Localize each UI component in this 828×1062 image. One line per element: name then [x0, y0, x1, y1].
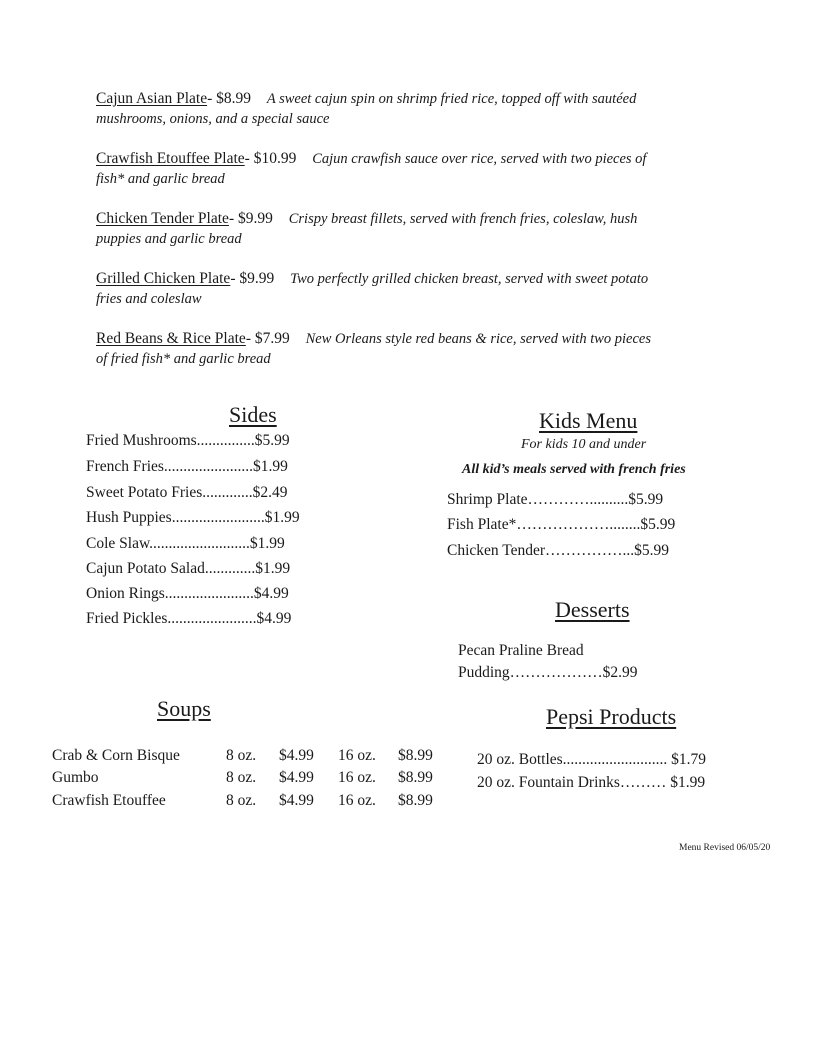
plate-cajun-asian	[96, 89, 746, 129]
plate-description: Cajun crawfish sauce over rice, served with two pieces of	[312, 151, 647, 167]
soup-size-large: 16 oz.	[338, 747, 376, 764]
plate-description-cont: fish* and garlic bread	[96, 171, 225, 187]
side-item-onion-rings: Onion Rings.......................$4.99	[86, 585, 289, 602]
side-item-cajun-potato-salad: Cajun Potato Salad.............$1.99	[86, 560, 291, 577]
plate-description-cont: mushrooms, onions, and a special sauce	[96, 111, 330, 127]
soups-heading: Soups	[157, 696, 211, 721]
plate-description-cont: puppies and garlic bread	[96, 231, 242, 247]
kids-menu-note: All kid’s meals served with french fries	[462, 462, 686, 477]
soup-size-large: 16 oz.	[338, 792, 376, 809]
plate-chicken-tender	[96, 209, 746, 249]
soup-name: Gumbo	[52, 769, 99, 786]
soup-price-large: $8.99	[398, 769, 433, 786]
plate-name: Cajun Asian Plate	[96, 90, 208, 107]
plate-price: $8.99	[212, 90, 251, 107]
plate-price: $9.99	[235, 270, 275, 287]
side-item-fried-mushrooms: Fried Mushrooms...............$5.99	[86, 432, 290, 449]
plate-name: Chicken Tender Plate	[96, 210, 229, 227]
plate-dash: -	[207, 90, 213, 107]
menu-revised-date: Menu Revised 06/05/20	[679, 843, 771, 853]
plate-grilled-chicken	[96, 269, 746, 309]
desserts-heading: Desserts	[555, 597, 630, 622]
kids-item-fish-plate: Fish Plate*………………........$5.99	[447, 516, 676, 533]
side-item-cole-slaw: Cole Slaw..........................$1.99	[86, 535, 285, 552]
plate-crawfish-etouffee	[96, 149, 746, 189]
kids-item-chicken-tender: Chicken Tender……………...$5.99	[447, 542, 670, 559]
soup-name: Crab & Corn Bisque	[52, 747, 180, 764]
soup-price-large: $8.99	[398, 747, 433, 764]
side-item-french-fries: French Fries.......................$1.99	[86, 458, 288, 475]
pepsi-item-fountain-drinks: 20 oz. Fountain Drinks……… $1.99	[477, 774, 706, 791]
plate-price: $10.99	[249, 150, 297, 167]
plate-description-cont: of fried fish* and garlic bread	[96, 351, 271, 367]
plate-description: A sweet cajun spin on shrimp fried rice, topped off with sautéed	[266, 91, 637, 107]
plate-price: $9.99	[234, 210, 273, 227]
dessert-item-price: Pudding………………$2.99	[458, 664, 638, 681]
soup-size-small: 8 oz.	[226, 769, 257, 786]
plate-name: Red Beans & Rice Plate	[96, 330, 246, 347]
plate-dash: -	[244, 150, 250, 167]
kids-menu-title: Kids Menu	[539, 408, 638, 433]
plate-price: $7.99	[250, 330, 290, 347]
soup-price-small: $4.99	[279, 769, 314, 786]
soup-price-small: $4.99	[279, 747, 314, 764]
kids-item-shrimp-plate: Shrimp Plate…………..........$5.99	[447, 491, 664, 508]
kids-menu-heading	[539, 408, 637, 434]
plate-name: Crawfish Etouffee Plate	[96, 150, 245, 167]
plate-dash: -	[245, 330, 251, 347]
soup-size-large: 16 oz.	[338, 769, 376, 786]
side-item-sweet-potato-fries: Sweet Potato Fries.............$2.49	[86, 484, 288, 501]
plate-dash: -	[230, 270, 236, 287]
plate-description-cont: fries and coleslaw	[96, 291, 202, 307]
soup-price-small: $4.99	[279, 792, 314, 809]
side-item-fried-pickles: Fried Pickles.......................$4.99	[86, 610, 292, 627]
plate-description: New Orleans style red beans & rice, served with two pieces	[305, 331, 651, 347]
plate-description: Two perfectly grilled chicken breast, served with sweet potato	[290, 271, 649, 287]
soup-size-small: 8 oz.	[226, 747, 257, 764]
soup-size-small: 8 oz.	[226, 792, 257, 809]
soup-name: Crawfish Etouffee	[52, 792, 166, 809]
side-item-hush-puppies: Hush Puppies........................$1.99	[86, 509, 300, 526]
pepsi-products-heading: Pepsi Products	[546, 704, 677, 729]
plate-description: Crispy breast fillets, served with french fries, coleslaw, hush	[288, 211, 638, 227]
dessert-item-name: Pecan Praline Bread	[458, 642, 584, 659]
soup-price-large: $8.99	[398, 792, 433, 809]
plate-name: Grilled Chicken Plate	[96, 270, 231, 287]
plate-dash: -	[228, 210, 235, 227]
kids-menu-subtitle: For kids 10 and under	[521, 437, 647, 452]
pepsi-item-bottles: 20 oz. Bottles........................... $1.79	[477, 751, 707, 768]
plate-red-beans-rice	[96, 329, 746, 369]
sides-heading: Sides	[229, 402, 277, 427]
